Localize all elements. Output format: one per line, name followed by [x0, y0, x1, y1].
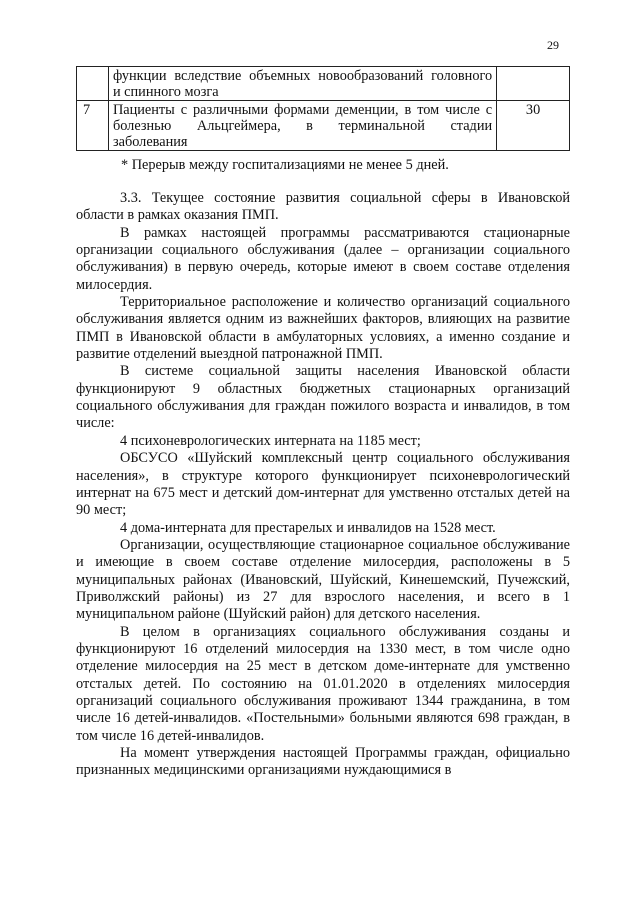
list-item: ОБСУСО «Шуйский комплексный центр социального обслуживания населения», в структуре которого функционирует психоневрологический интернат на 675 мест и детский дом-интернат для умственно отсталых детей на 90 мест; — [76, 450, 570, 519]
list-item: 4 дома-интерната для престарелых и инвалидов на 1528 мест. — [120, 519, 496, 536]
row-description-line: болезнью Альцгеймера, в терминальной стадии — [112, 118, 493, 134]
row-description — [108, 67, 496, 101]
row-description-line: функции вследствие объемных новообразований головного — [112, 68, 493, 84]
row-description-line: заболевания — [112, 134, 188, 150]
page-number: 29 — [547, 38, 559, 52]
table-row — [77, 67, 570, 101]
row-description-line: и спинного мозга — [112, 84, 219, 100]
row-description — [108, 101, 496, 151]
paragraph: Территориальное расположение и количество организаций социального обслуживания является одним из важнейших факторов, влияющих на развитие ПМП в Ивановской области в амбулаторных условиях, а именно создание и развитие отделений выездной патронажной ПМП. — [76, 294, 570, 363]
row-description-line: Пациенты с различными формами деменции, в том числе с — [112, 102, 493, 118]
paragraph: Организации, осуществляющие стационарное социальное обслуживание и имеющие в своем составе отделение милосердия, расположены в 5 муниципальных районах (Ивановский, Шуйский, Кинешемский, Пучежский, Приволжский районы) из 27 для взрослого населения, и всего в 1 муниципальном районе (Шуйский район) для детского населения. — [76, 536, 570, 623]
row-number: 7 — [77, 101, 109, 151]
paragraph: В рамках настоящей программы рассматриваются стационарные организации социального обслуживания (далее – организации социального обслуживания) в первую очередь, которые имеют в своем составе отделения милосердия. — [76, 224, 570, 293]
row-number — [77, 67, 109, 101]
paragraph: В целом в организациях социального обслуживания созданы и функционируют 16 отделений милосердия на 1330 мест, в том числе одно отделение милосердия на 25 мест в детском доме-интернате для умственно отсталых детей. По состоянию на 01.01.2020 в отделениях милосердия организаций социального обслуживания проживают 1344 гражданина, в том числе 16 детей-инвалидов. «Постельными» больными являются 698 граждан, в том числе 16 детей-инвалидов. — [76, 623, 570, 744]
paragraph: В системе социальной защиты населения Ивановской области функционируют 9 областных бюджетных стационарных организаций социального обслуживания для граждан пожилого возраста и инвалидов, в том числе: — [76, 363, 570, 432]
list-item: 4 психоневрологических интерната на 1185 мест; — [120, 432, 421, 449]
body-text — [76, 190, 570, 780]
paragraph: На момент утверждения настоящей Программы граждан, официально признанных медицинскими организациями нуждающимися в — [76, 745, 570, 779]
continuation-table — [76, 66, 570, 151]
row-value: 30 — [497, 101, 570, 151]
section-heading-paragraph: 3.3. Текущее состояние развития социальной сферы в Ивановской области в рамках оказания ПМП. — [76, 190, 570, 224]
row-value — [497, 67, 570, 101]
table-footnote: * Перерыв между госпитализациями не менее 5 дней. — [121, 157, 449, 173]
table-row — [77, 101, 570, 151]
